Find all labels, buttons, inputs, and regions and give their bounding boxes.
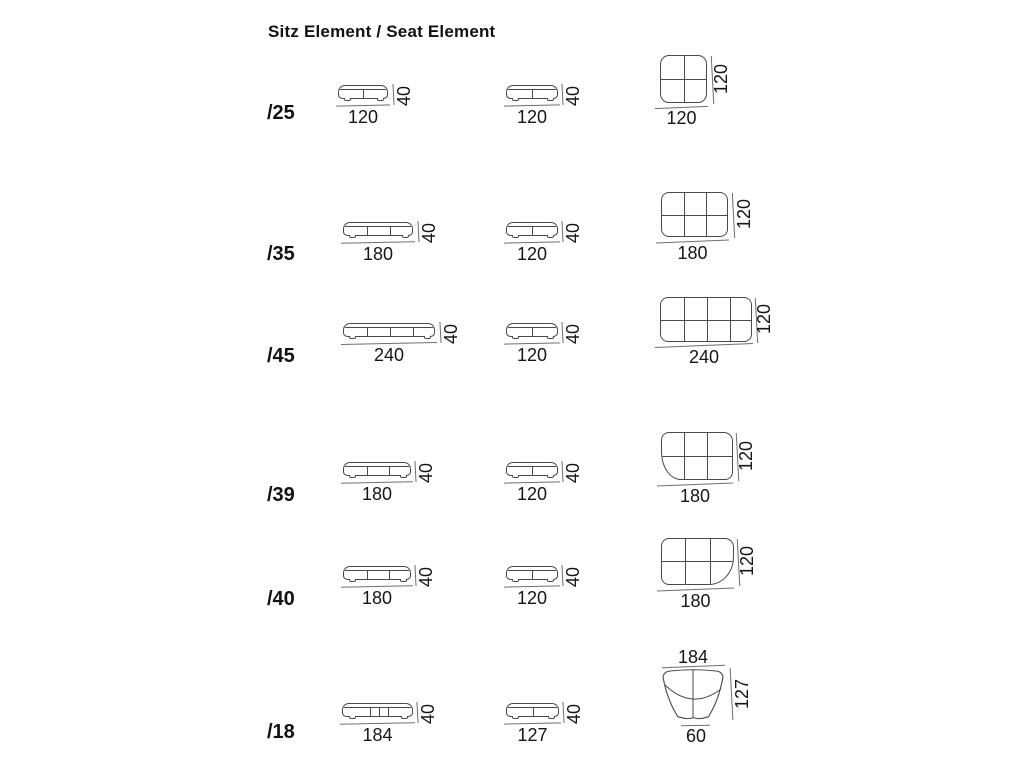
top-width-label: 240	[688, 347, 720, 367]
top-width-label: 180	[680, 591, 711, 611]
front-view-drawing	[338, 85, 388, 99]
divider-line	[389, 466, 390, 475]
foot	[512, 98, 519, 101]
front-view-drawing	[343, 323, 435, 337]
side-height-label: 40	[563, 85, 583, 107]
foot	[401, 716, 408, 719]
foot	[349, 716, 356, 719]
foot	[547, 235, 554, 238]
top-depth-label: 120	[711, 63, 731, 95]
top-view-drawing	[661, 192, 728, 237]
side-view-drawing	[506, 85, 558, 99]
top-depth-label: 120	[736, 440, 756, 472]
divider-line	[388, 707, 389, 716]
row-label: /25	[267, 102, 295, 124]
side-height-label: 40	[563, 222, 583, 244]
divider-line	[532, 89, 533, 98]
row-label: /45	[267, 345, 295, 367]
row-label: /40	[267, 588, 295, 610]
side-width-label: 120	[516, 345, 548, 365]
side-width-label: 120	[516, 484, 548, 504]
divider-line	[379, 707, 380, 716]
front-width-label: 180	[362, 244, 394, 264]
front-view-drawing	[342, 703, 413, 717]
foot	[547, 475, 554, 478]
foot	[547, 579, 554, 582]
front-height-label: 40	[441, 323, 461, 345]
side-width-label: 120	[516, 107, 548, 127]
foot	[344, 98, 351, 101]
divider-line	[389, 570, 390, 579]
seam-line	[345, 226, 411, 227]
front-view-drawing	[343, 566, 411, 580]
foot	[512, 475, 519, 478]
top-bottom-label: 60	[685, 726, 707, 746]
top-width-label: 180	[679, 486, 711, 506]
foot	[400, 579, 407, 582]
top-width-label: 184	[677, 647, 709, 667]
side-view-drawing	[506, 462, 558, 476]
side-view-drawing	[506, 703, 559, 717]
divider-line	[367, 226, 368, 235]
top-view-drawing	[661, 432, 733, 480]
divider-line	[532, 466, 533, 475]
side-width-label: 120	[516, 244, 548, 264]
foot	[424, 336, 431, 339]
top-view-drawing	[661, 538, 734, 585]
divider-line	[661, 456, 733, 457]
foot	[349, 579, 356, 582]
front-width-label: 180	[361, 588, 393, 608]
front-width-label: 120	[347, 107, 379, 127]
divider-line	[661, 561, 734, 562]
front-height-label: 40	[394, 85, 414, 107]
divider-line	[367, 466, 368, 475]
top-width-label: 120	[666, 108, 697, 128]
page-title: Sitz Element / Seat Element	[268, 22, 496, 41]
side-height-label: 40	[563, 566, 583, 588]
top-view-drawing	[660, 297, 752, 342]
foot	[512, 235, 519, 238]
side-view-drawing	[506, 323, 558, 337]
top-width-label: 180	[677, 243, 708, 263]
foot	[512, 716, 519, 719]
divider-line	[363, 89, 364, 98]
front-view-drawing	[343, 222, 413, 236]
row-label: /18	[267, 721, 295, 743]
seam-line	[345, 466, 409, 467]
divider-line	[370, 707, 371, 716]
front-height-label: 40	[416, 566, 436, 588]
foot	[512, 336, 519, 339]
side-height-label: 40	[563, 462, 583, 484]
foot	[402, 235, 409, 238]
side-height-label: 40	[564, 703, 584, 725]
front-height-label: 40	[419, 222, 439, 244]
front-width-label: 180	[361, 484, 393, 504]
front-height-label: 40	[418, 703, 438, 725]
foot	[349, 336, 356, 339]
foot	[547, 98, 554, 101]
top-view-drawing	[660, 55, 707, 103]
foot	[548, 716, 555, 719]
foot	[512, 579, 519, 582]
side-width-label: 120	[516, 588, 548, 608]
side-view-drawing	[506, 566, 558, 580]
seam-line	[344, 707, 411, 708]
divider-line	[413, 327, 414, 336]
top-depth-label: 120	[754, 303, 774, 335]
divider-line	[660, 320, 752, 321]
side-width-label: 127	[517, 725, 548, 745]
foot	[349, 235, 356, 238]
divider-line	[367, 327, 368, 336]
front-width-label: 184	[362, 725, 393, 745]
row-label: /39	[267, 484, 295, 506]
front-view-drawing	[343, 462, 411, 476]
divider-line	[367, 570, 368, 579]
top-view-drawing	[661, 669, 725, 721]
top-depth-label: 127	[732, 678, 752, 710]
top-depth-label: 120	[737, 545, 757, 577]
divider-line	[532, 226, 533, 235]
seam-line	[345, 570, 409, 571]
foot	[349, 475, 356, 478]
side-view-drawing	[506, 222, 558, 236]
divider-line	[661, 215, 728, 216]
divider-line	[660, 79, 707, 80]
divider-line	[533, 707, 534, 716]
foot	[547, 336, 554, 339]
top-depth-label: 120	[734, 198, 754, 230]
front-width-label: 240	[373, 345, 405, 365]
divider-line	[532, 570, 533, 579]
seam-line	[345, 327, 433, 328]
foot	[377, 98, 384, 101]
side-height-label: 40	[563, 323, 583, 345]
foot	[400, 475, 407, 478]
front-height-label: 40	[416, 462, 436, 484]
divider-line	[532, 327, 533, 336]
row-label: /35	[267, 243, 295, 265]
divider-line	[390, 327, 391, 336]
divider-line	[390, 226, 391, 235]
